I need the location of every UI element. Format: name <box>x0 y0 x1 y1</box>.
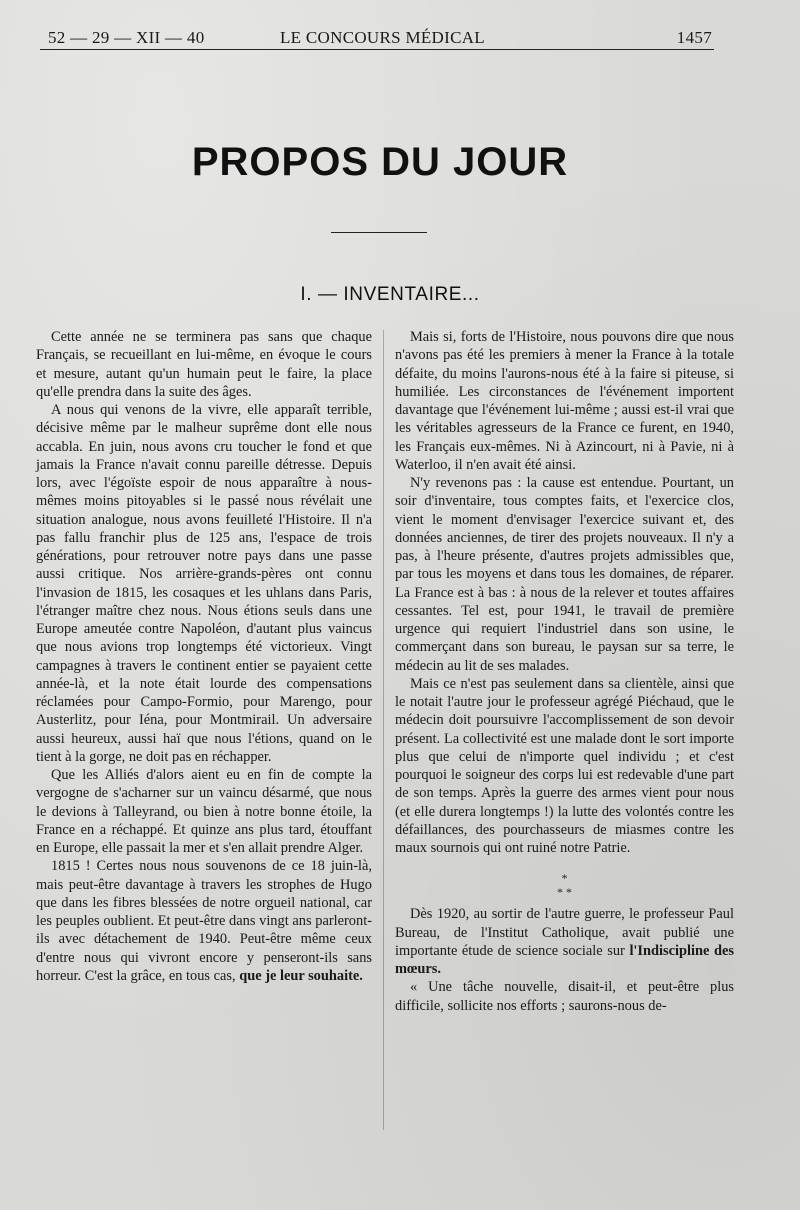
paragraph: Cette année ne se terminera pas sans que chaque Français, se recueillant en lui-même, en évoque le cours et mesure, autant qu'un humain peut le faire, la place qu'elle prendra dans la suite des âges. <box>36 329 372 400</box>
paragraph: A nous qui venons de la vivre, elle apparaît terrible, décisive même par le malheur suprême dont elle nous accabla. En juin, nous avons cru toucher le fond et que jamais la France n'avait connu pareille détresse. Depuis lors, avec l'égoïste espoir de nous apparaître à nous-mêmes moins pitoyables si le passé nous révélait une situation analogue, nous avons feuilleté l'Histoire. Il n'a pas fallu franchir plus de 125 ans, l'espace de trois générations, pour retrouver notre pays dans une passe aussi critique. Nos arrière-grands-pères ont connu l'invasion de 1815, les cosaques et les uhlans dans Paris, l'étranger maître chez nous. Nous étions seuls dans une Europe ameutée contre Napoléon, d'autant plus vaincus que nous avions trop longtemps été victorieux. Vingt campagnes à travers le continent entier se payaient cette année-là, et la note était lourde des compensations réclamées pour Campo-Formio, pour Marengo, pour Austerlitz, pour Iéna, pour Montmirail. Un adversaire aussi heureux, aussi haï que nous l'étions, quand on le tient à la gorge, ne doit pas en réchapper. <box>36 402 372 765</box>
paragraph: Mais si, forts de l'Histoire, nous pouvons dire que nous n'avons pas été les premiers à mener la France à la totale défaite, du moins l'aurons-nous été à la faire si piteuse, si humiliée. Les circonstances de l'événement importent davantage que l'événement lui-même ; aussi est-il vrai que les véritables agresseurs de la France ce furent, en 1940, les Français eux-mêmes. Ni à Azincourt, ni à Pavie, ni à Waterloo, il n'en avait été ainsi. <box>395 329 734 473</box>
header-rule <box>40 49 714 50</box>
asterism-top: * <box>561 871 568 886</box>
title-rule <box>331 232 427 233</box>
paragraph-text: Dès 1920, au sortir de l'autre guerre, le professeur Paul Bureau, de l'Institut Catholique, avait publié une importante étude de science sociale sur <box>395 906 734 959</box>
paragraph: Mais ce n'est pas seulement dans sa clientèle, ainsi que le notait l'autre jour le professeur agrégé Piéchaud, que le médecin doit poursuivre l'accomplissement de son devoir présent. La collectivité est une malade dont le sort importe plus que celui de n'importe quel individu ; et c'est pourquoi le soigneur des corps lui est redevable d'une part de son temps. Après la guerre des armes vient pour nous (et elle durera longtemps !) la lutte des volontés contre les défaillances, des pourchasseurs de miasmes contre les maux sournois qui ont ruiné notre Patrie. <box>395 675 734 856</box>
asterism-separator <box>395 871 734 899</box>
paragraph: « Une tâche nouvelle, disait-il, et peut-être plus difficile, sollicite nos efforts ; saurons-nous de- <box>395 979 734 1014</box>
bold-phrase: l'Indiscipline des mœurs. <box>395 942 734 977</box>
paragraph <box>395 905 734 978</box>
running-header <box>48 28 712 50</box>
column-divider <box>383 330 384 1130</box>
paragraph: N'y revenons pas : la cause est entendue. Pourtant, un soir d'inventaire, tous comptes faits, et l'exercice clos, vient le moment d'envisager l'exercice suivant et, des données anciennes, de tirer des projets nouveaux. Il n'y a pas, à l'heure présente, d'autres projets admissibles que, par tous les moyens et dans tous les domaines, de réparer. La France est à bas : à nous de la relever et toutes affaires cessantes. Tel est, pour 1941, le travail de première urgence qui requiert l'industriel dans son usine, le commerçant dans son bureau, le paysan sur sa terre, le médecin au lit de ses malades. <box>395 475 734 674</box>
paragraph-text: 1815 ! Certes nous nous souvenons de ce 18 juin-là, mais peut-être davantage à travers les strophes de Hugo que dans les fibres blessées de notre orgueil national, car les peuples oublient. Et peut-être dans vingt ans parleront-ils avec détachement de 1940. Peut-être même ceux d'entre nous qui vivront encore y penseront-ils sans horreur. C'est la grâce, en tous cas, <box>36 858 372 984</box>
paragraph: Que les Alliés d'alors aient eu en fin de compte la vergogne de s'acharner sur un vaincu désarmé, que nous le devions à Talleyrand, ou bien à notre bonne étoile, la France en a réchappé. Et quinze ans plus tard, étouffant en Europe, elle passait la mer et s'en allait prendre Alger. <box>36 767 372 856</box>
issue-date: 52 — 29 — XII — 40 <box>48 28 205 47</box>
page-title: PROPOS DU JOUR <box>191 140 569 184</box>
paragraph <box>36 857 372 985</box>
bold-phrase: que je leur souhaite. <box>239 967 363 984</box>
page-number: 1457 <box>676 28 712 47</box>
left-column <box>36 328 372 985</box>
right-column <box>395 328 734 1015</box>
asterism-bottom: * * <box>557 885 572 900</box>
journal-title: LE CONCOURS MÉDICAL <box>280 28 485 47</box>
section-title: I. — INVENTAIRE... <box>300 284 480 305</box>
